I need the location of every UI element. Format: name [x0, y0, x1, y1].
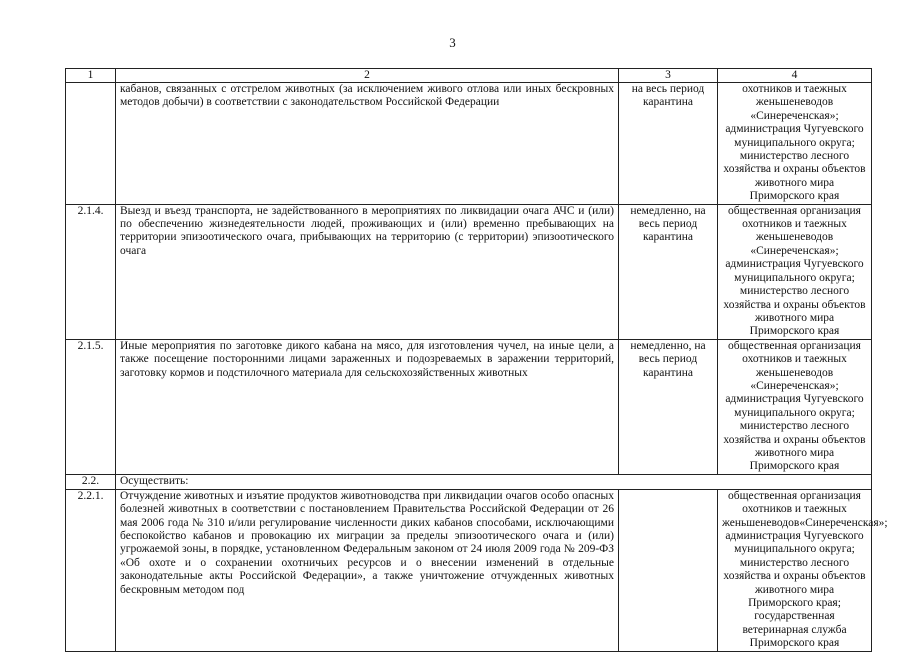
measure-term: немедленно, на весь период карантина [619, 204, 718, 339]
measure-text: Выезд и въезд транспорта, не задействованного в мероприятиях по ликвидации очага АЧС и (или) по обеспечению жизнедеятельности людей, проживающих и (или) временно пребывающих на территории эпизоотического очага, прибывающих на территорию (с территории) эпизоотического очага [116, 204, 619, 339]
section-row [66, 474, 872, 489]
row-number: 2.2.1. [66, 489, 116, 651]
table-header-row [66, 69, 872, 83]
measure-term [619, 489, 718, 651]
measure-text: Отчуждение животных и изъятие продуктов животноводства при ликвидации очагов особо опасных болезней животных в соответствии с постановлением Правительства Российской Федерации от 26 мая 2006 года № 310 и/или регулирование численности диких кабанов способами, исключающими беспокойство кабанов и провокацию их миграции за пределы эпизоотического очага и (или) угрожаемой зоны, в порядке, установленном Федеральным законом от 24 июля 2009 года № 209-ФЗ «Об охоте и о сохранении охотничьих ресурсов и о внесении изменений в отдельные законодательные акты Российской Федерации», а также уничтожение отчужденных животных бескровным методом под [116, 489, 619, 651]
measure-responsible: общественная организация охотников и таежных женьшеневодов «Синереченская»; администрация Чугуевского муниципального округа; министерство лесного хозяйства и охраны объектов животного мира Приморского края [718, 204, 872, 339]
measure-term: немедленно, на весь период карантина [619, 339, 718, 474]
section-title: Осуществить: [116, 474, 872, 489]
measure-text: Иные мероприятия по заготовке дикого кабана на мясо, для изготовления чучел, на иные цели, а также посещение посторонними лицами зараженных и подозреваемых в заражении территорий, заготовку кормов и подстилочного материала для сельскохозяйственных животных [116, 339, 619, 474]
column-header-3: 3 [619, 69, 718, 83]
row-number [66, 83, 116, 205]
measures-table [65, 68, 888, 652]
measure-responsible: общественная организация охотников и таежных женьшеневодов«Синереченская»; администрация Чугуевского муниципального округа; министерство лесного хозяйства и охраны объектов животного мира Приморского края; государственная ветеринарная служба Приморского края [718, 489, 872, 651]
table-row [66, 204, 872, 339]
table-row [66, 83, 872, 205]
column-header-4: 4 [718, 69, 872, 83]
section-number: 2.2. [66, 474, 116, 489]
measure-responsible: общественная организация охотников и таежных женьшеневодов «Синереченская»; администрация Чугуевского муниципального округа; министерство лесного хозяйства и охраны объектов животного мира Приморского края [718, 339, 872, 474]
page-number: 3 [449, 35, 456, 50]
table-row [66, 339, 872, 474]
row-number: 2.1.5. [66, 339, 116, 474]
table-row [66, 489, 872, 651]
measure-responsible: охотников и таежных женьшеневодов «Синереченская»; администрация Чугуевского муниципального округа; министерство лесного хозяйства и охраны объектов животного мира Приморского края [718, 83, 872, 205]
column-header-2: 2 [116, 69, 619, 83]
column-header-1: 1 [66, 69, 116, 83]
measure-term: на весь период карантина [619, 83, 718, 205]
measure-text: кабанов, связанных с отстрелом животных (за исключением живого отлова или иных бескровных методов добычи) в соответствии с законодательством Российской Федерации [116, 83, 619, 205]
row-number: 2.1.4. [66, 204, 116, 339]
